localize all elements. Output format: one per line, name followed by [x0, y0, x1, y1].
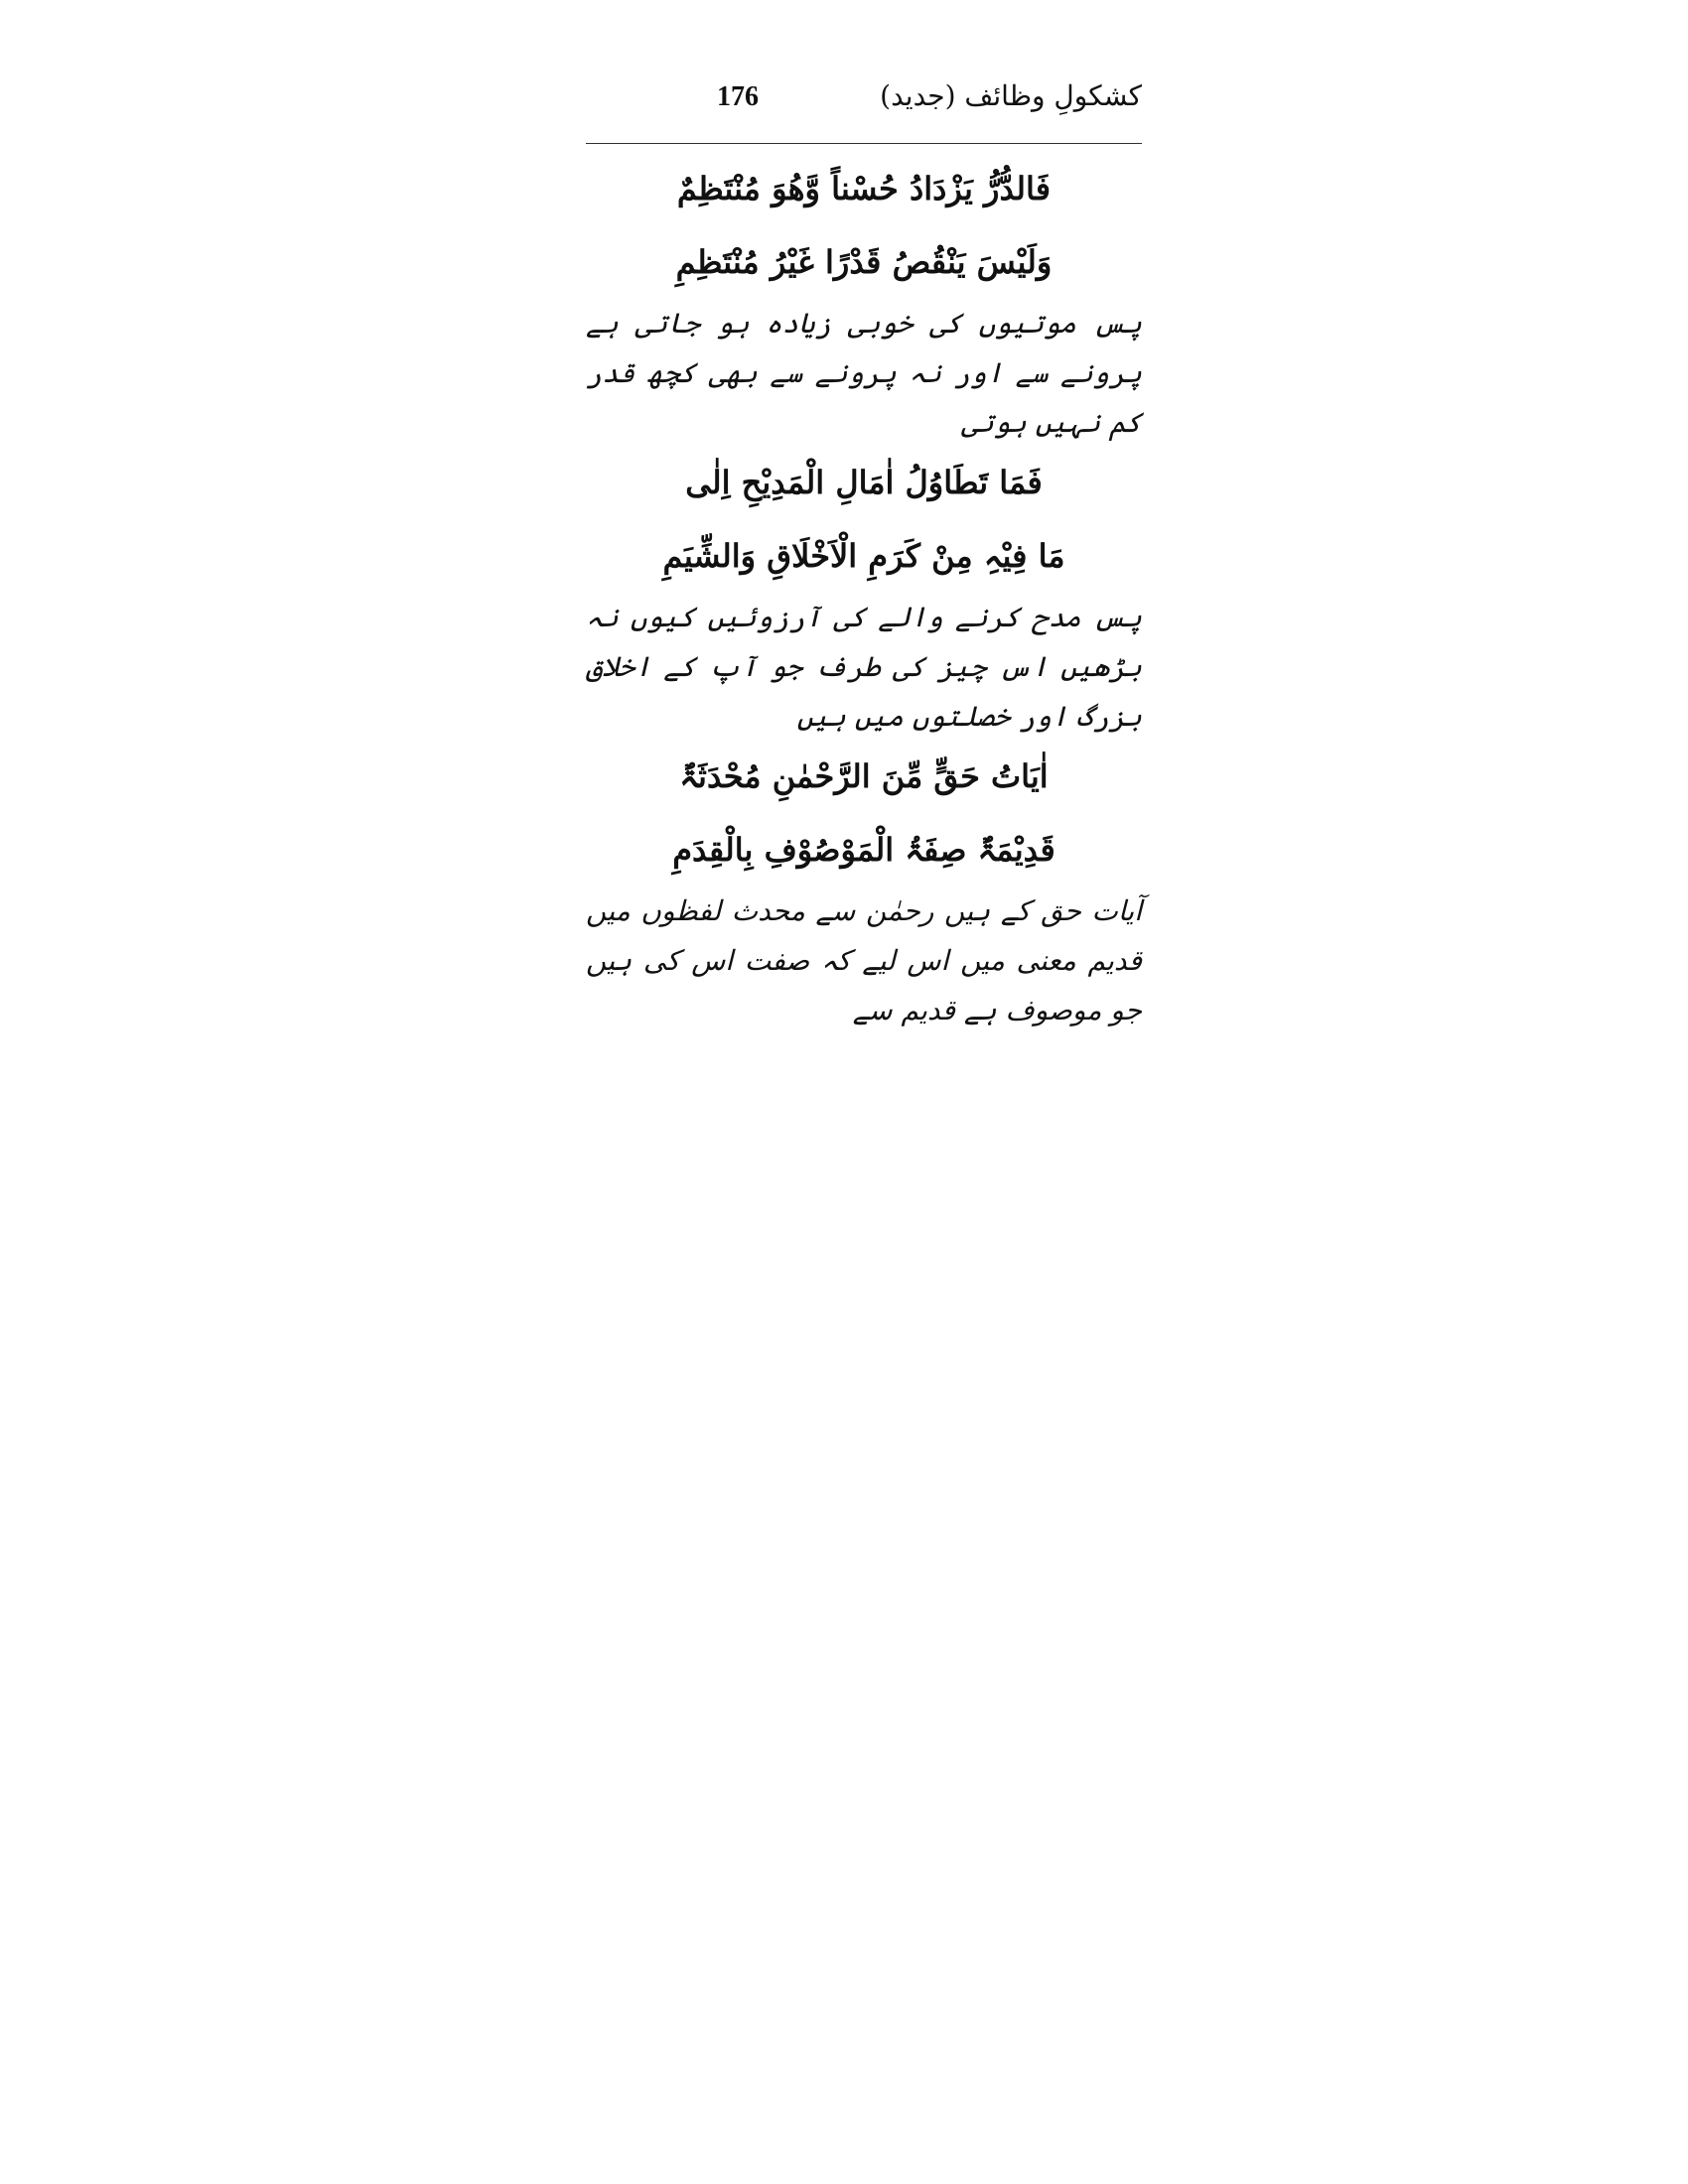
verse-line: قَدِیْمَۃٌ صِفَۃُ الْمَوْصُوْفِ بِالْقِدَمِ — [672, 831, 1055, 869]
verse-line: وَلَیْسَ یَنْقُصُ قَدْرًا غَیْرُ مُنْتَظِمِ — [675, 243, 1053, 281]
book-title: کشکولِ وظائف (جدید) — [880, 79, 1142, 112]
verse-line: مَا فِیْہِ مِنْ کَرَمِ الْاَخْلَاقِ وَالشِّیَمِ — [662, 537, 1065, 575]
translation-paragraph: آیات حق کے ہیں رحمٰن سے محدث لفظوں میں قدیم معنی میں اس لیے کہ صفت اس کی ہیں جو موصوف ہے قدیم سے — [586, 894, 1142, 1026]
translation-paragraph: پس مدح کرنے والے کی آرزوئیں کیوں نہ بڑھیں اس چیز کی طرف جو آپ کے اخلاق بزرگ اور خصلتوں میں ہیں — [586, 601, 1142, 733]
header-divider — [586, 143, 1142, 144]
translation-paragraph: پس موتیوں کی خوبی زیادہ ہو جاتی ہے پرونے سے اور نہ پرونے سے بھی کچھ قدر کم نہیں ہوتی — [586, 307, 1142, 439]
verse-line: فَالدُّرُّ یَزْدَادُ حُسْناً وَّھُوَ مُنْتَظِمٌ — [676, 170, 1052, 207]
page-header — [586, 79, 1142, 129]
verse-line: اٰیَاتُ حَقٍّ مِّنَ الرَّحْمٰنِ مُحْدَثَۃٌ — [679, 757, 1049, 795]
page-content — [586, 79, 1142, 1035]
page-number: 176 — [717, 81, 759, 112]
verse-line: فَمَا تَطَاوُلُ اٰمَالِ الْمَدِیْحِ اِلٰی — [685, 464, 1043, 501]
